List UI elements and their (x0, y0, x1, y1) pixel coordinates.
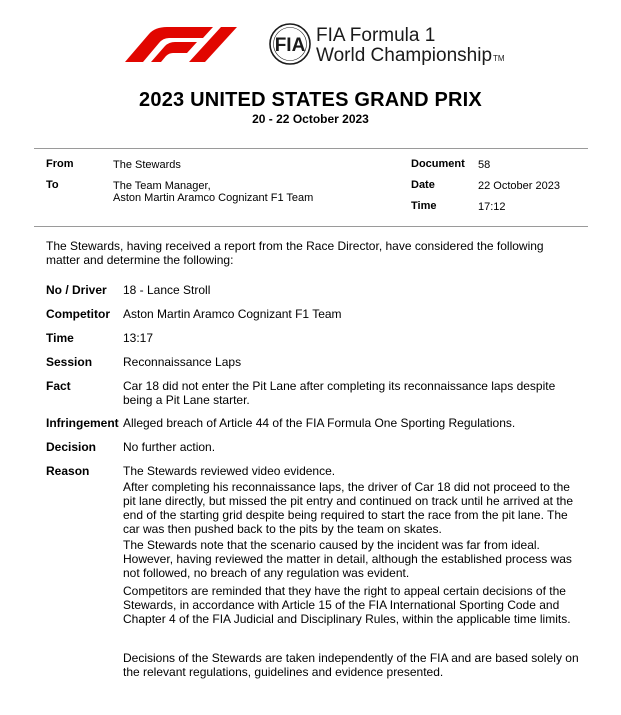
infringement-value: Alleged breach of Article 44 of the FIA Formula One Sporting Regulations. (123, 416, 516, 430)
intro-text: The Stewards, having received a report from the Race Director, have considered the following matter and determine the following: (46, 239, 544, 267)
time-value-decision: 13:17 (123, 331, 154, 345)
no-driver-value: 18 - Lance Stroll (123, 283, 211, 297)
fia-championship-line1: FIA Formula 1 (316, 25, 436, 46)
fact-value: Car 18 did not enter the Pit Lane after completing its reconnaissance laps despite being a Pit Lane starter. (123, 379, 556, 407)
reason-paragraph: Competitors are reminded that they have the right to appeal certain decisions of the Stewards, in accordance with Article 15 of the FIA International Sporting Code and Chapter 4 of the FIA Judicial and Disciplinary Rules, within the applicable time limits. (123, 584, 571, 626)
event-dates: 20 - 22 October 2023 (252, 112, 369, 126)
f1-mark-icon (125, 27, 237, 62)
competitor-label: Competitor (46, 307, 110, 321)
document-value: 58 (478, 159, 491, 171)
session-label: Session (46, 355, 93, 369)
infringement-label: Infringement (46, 416, 119, 430)
divider-top (34, 148, 588, 149)
divider-bottom (34, 226, 588, 227)
from-label: From (46, 158, 74, 170)
time-label: Time (411, 200, 437, 212)
event-title: 2023 UNITED STATES GRAND PRIX (139, 89, 482, 111)
date-label: Date (411, 179, 435, 191)
reason-paragraph: After completing his reconnaissance laps, the driver of Car 18 did not proceed to the pit lane directly, but missed the pit entry and continued on track until he arrived at the end of the starting grid despite being required to start the race from the pit lane. The car was then pushed back to the pits by the team on skates. (123, 480, 574, 536)
time-label-decision: Time (46, 331, 74, 345)
trademark-mark: TM (493, 54, 505, 63)
reason-paragraph: The Stewards reviewed video evidence. (123, 464, 336, 478)
footer-note: Decisions of the Stewards are taken independently of the FIA and are based solely on the relevant regulations, guidelines and evidence presented. (123, 651, 579, 679)
reason-label: Reason (46, 464, 90, 478)
fia-championship-line2: World ChampionshipTM (316, 45, 505, 66)
session-value: Reconnaissance Laps (123, 355, 242, 369)
to-value-line2: Aston Martin Aramco Cognizant F1 Team (113, 192, 314, 204)
document-label: Document (411, 158, 465, 170)
from-value: The Stewards (113, 159, 181, 171)
f1-logo-icon (125, 22, 320, 66)
to-label: To (46, 179, 59, 191)
fia-seal-icon (270, 24, 310, 64)
decision-value: No further action. (123, 440, 216, 454)
reason-paragraph: The Stewards note that the scenario caused by the incident was far from ideal. However, having reviewed the matter in detail, although the established process was not followed, no breach of any regulation was evident. (123, 538, 572, 580)
no-driver-label: No / Driver (46, 283, 107, 297)
fact-label: Fact (46, 379, 71, 393)
svg-text:FIA: FIA (274, 35, 306, 56)
competitor-value: Aston Martin Aramco Cognizant F1 Team (123, 307, 342, 321)
decision-label: Decision (46, 440, 97, 454)
time-value: 17:12 (478, 201, 506, 213)
date-value: 22 October 2023 (478, 180, 560, 192)
to-value-line1: The Team Manager, (113, 180, 211, 192)
